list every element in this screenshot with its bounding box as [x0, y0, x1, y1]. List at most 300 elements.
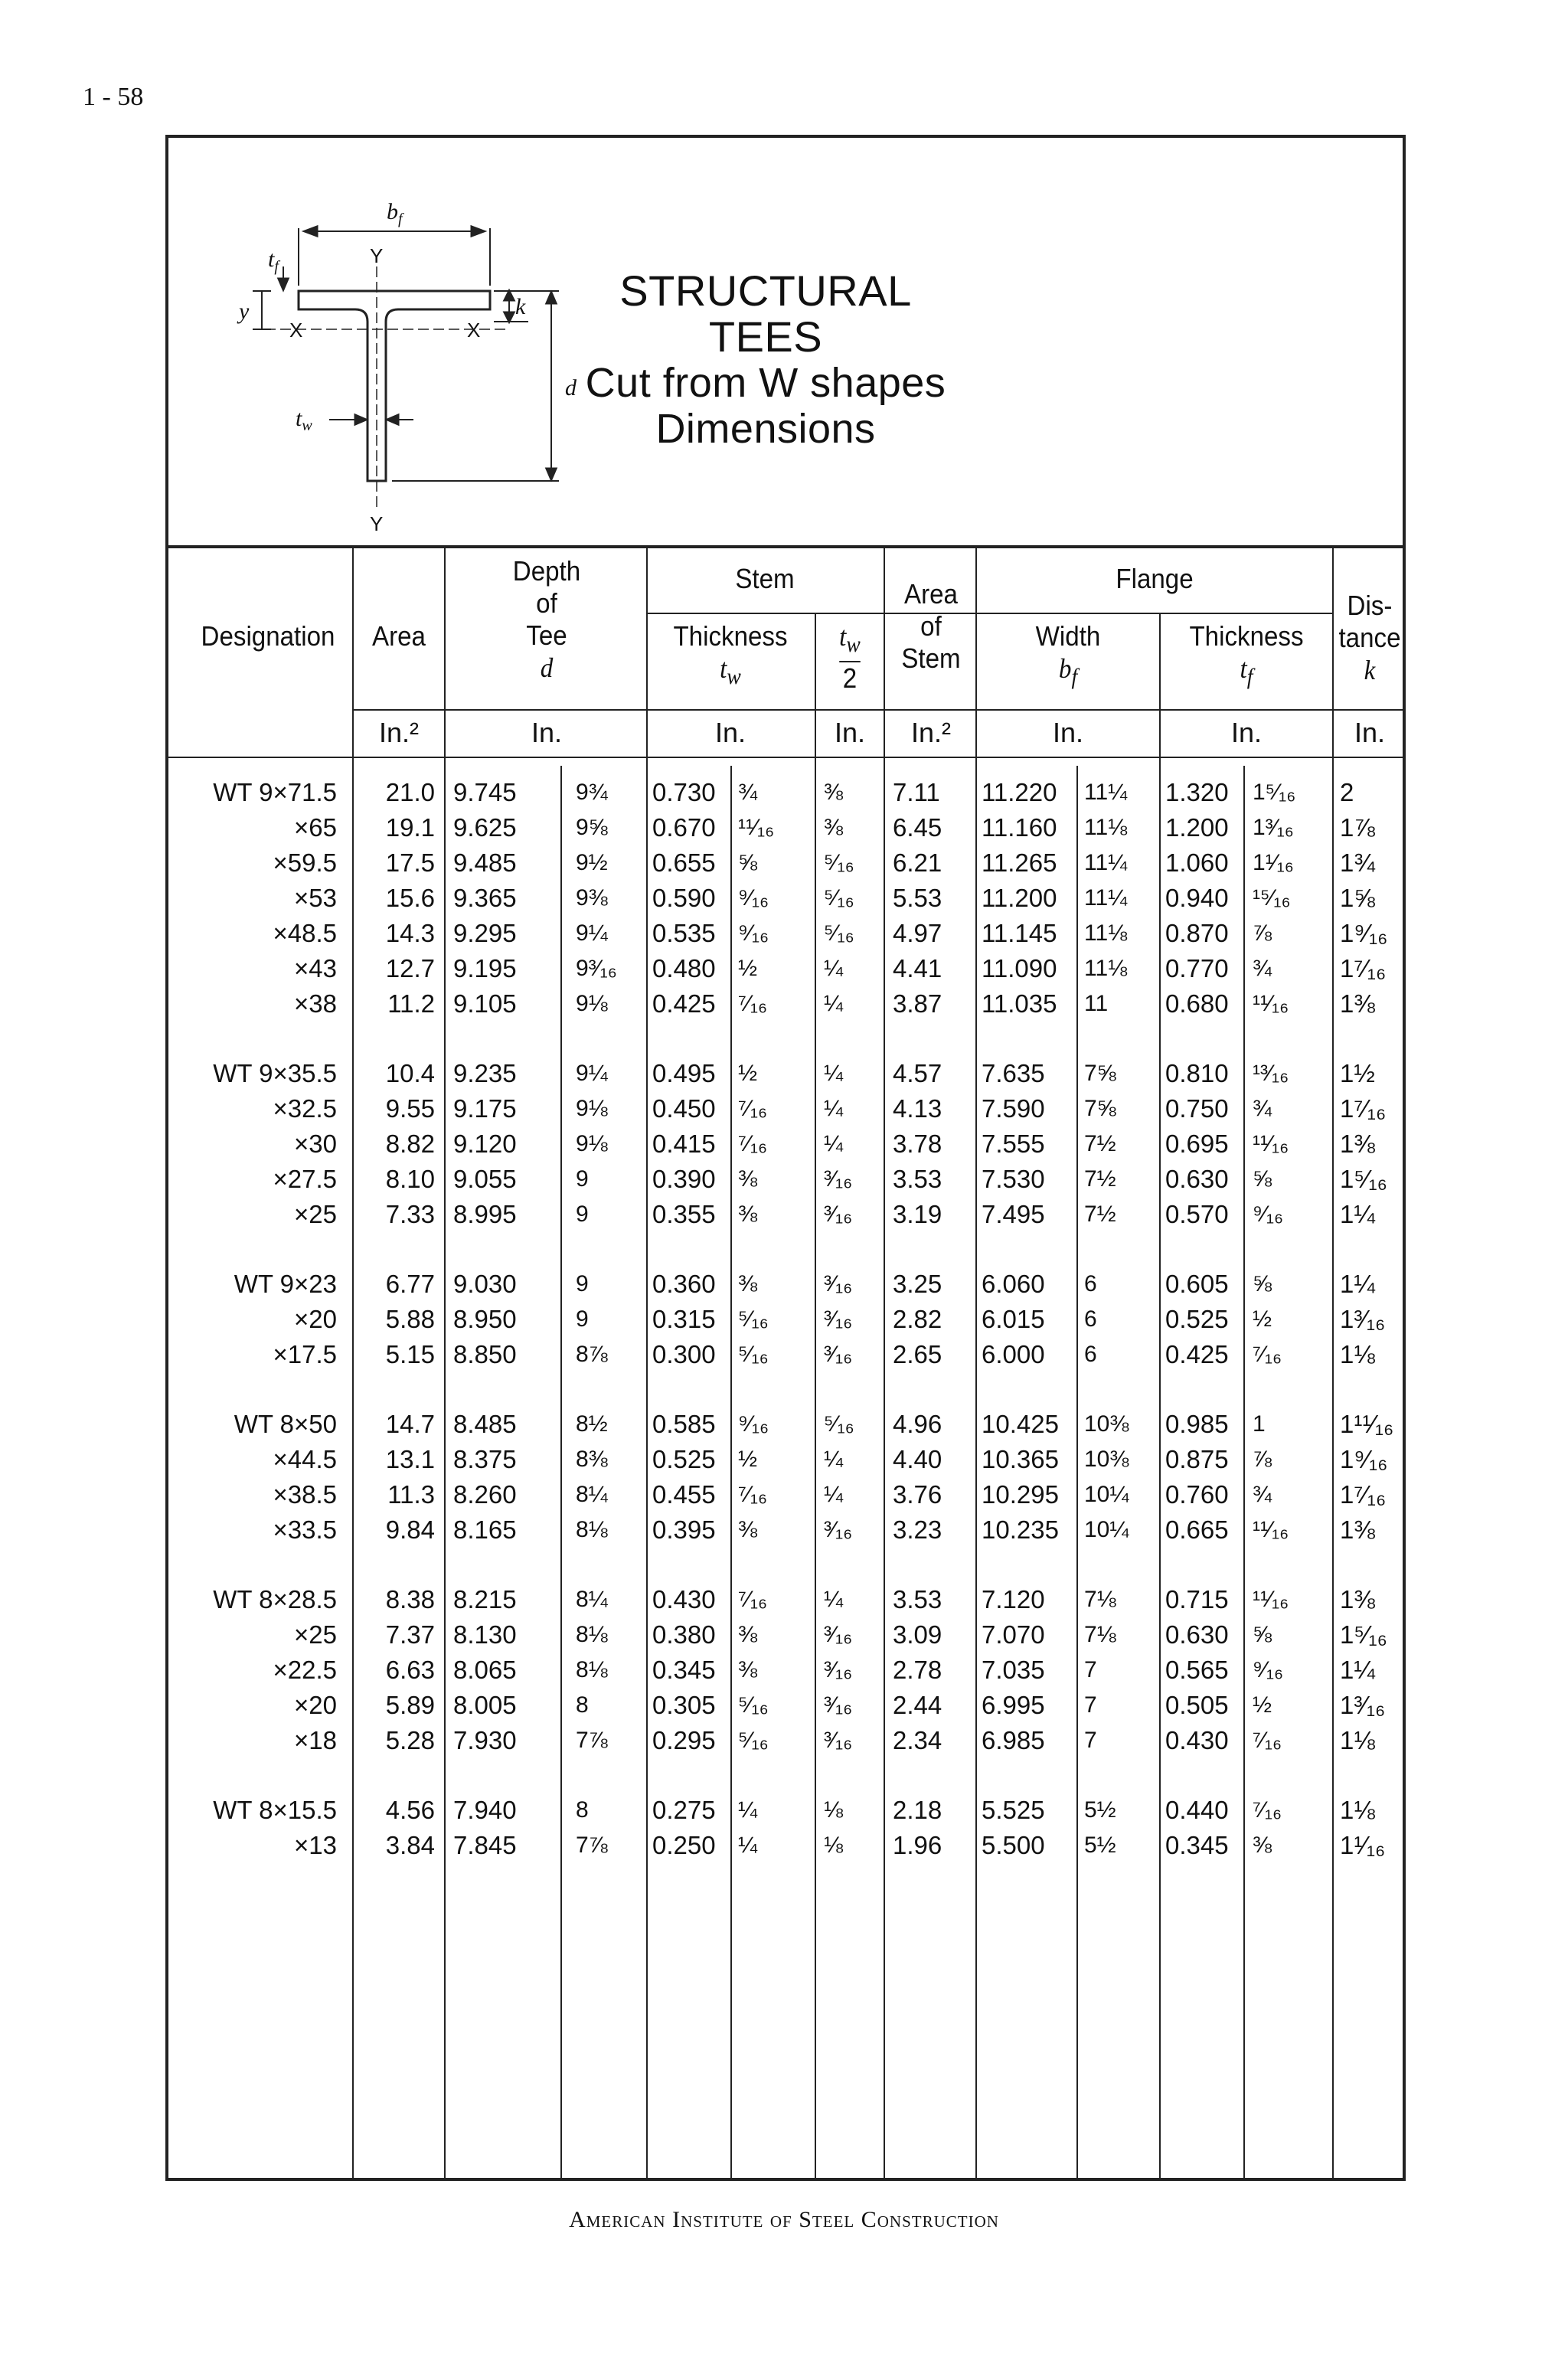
cell-designation: ×22.5: [273, 1656, 337, 1684]
cell-depth: 9.235: [453, 1059, 517, 1087]
cell-designation: ×38.5: [273, 1480, 337, 1509]
cell-area: 9.84: [385, 1515, 435, 1544]
row-divider: [168, 757, 1406, 758]
cell-k: 1⅜: [1340, 989, 1375, 1018]
cell-flange-thickness-fraction: ¹⁵⁄₁₆: [1253, 885, 1291, 911]
cell-stem-thickness: 0.455: [652, 1480, 716, 1509]
cell-k: 1⅛: [1340, 1726, 1375, 1754]
cell-k: 1⅜: [1340, 1585, 1375, 1613]
cell-depth-fraction: 9⅛: [576, 1096, 608, 1121]
cell-flange-width: 11.200: [982, 884, 1057, 912]
cell-flange-thickness: 0.570: [1165, 1200, 1229, 1228]
cell-depth: 8.130: [453, 1620, 517, 1649]
cell-flange-width-fraction: 6: [1084, 1342, 1097, 1367]
cell-flange-thickness-fraction: ¹¹⁄₁₆: [1253, 1587, 1289, 1612]
cell-flange-width-fraction: 11¼: [1084, 850, 1128, 875]
cell-flange-width: 6.995: [982, 1691, 1045, 1719]
cell-k: 1¾: [1340, 848, 1375, 877]
cell-k: 1¹¹⁄₁₆: [1340, 1410, 1394, 1438]
page-number: 1 - 58: [83, 83, 144, 111]
tw-label: $t_w$: [296, 406, 312, 434]
cell-area-stem: 2.82: [893, 1305, 942, 1333]
cell-designation: ×27.5: [273, 1165, 337, 1193]
cell-area-stem: 2.18: [893, 1796, 942, 1824]
cell-stem-thickness-fraction: ⅜: [738, 1166, 758, 1192]
unit-k: In.: [1354, 717, 1386, 748]
cell-k: 1⅜: [1340, 1130, 1375, 1158]
cell-depth-fraction: 8¼: [576, 1587, 608, 1612]
cell-area-stem: 3.87: [893, 989, 942, 1018]
cell-stem-thickness-fraction: ⁵⁄₁₆: [738, 1728, 769, 1753]
cell-flange-thickness: 0.695: [1165, 1130, 1229, 1158]
cell-flange-width: 11.160: [982, 813, 1057, 842]
cell-flange-thickness-fraction: ⅝: [1253, 1622, 1272, 1647]
cell-depth: 9.485: [453, 848, 517, 877]
cell-depth-fraction: 9⅛: [576, 991, 608, 1016]
header-area: Area: [372, 620, 426, 652]
cell-stem-thickness: 0.525: [652, 1445, 716, 1473]
cell-depth-fraction: 9½: [576, 850, 608, 875]
cell-designation: ×18: [294, 1726, 337, 1754]
cell-depth-fraction: 8⅛: [576, 1657, 608, 1682]
cell-flange-thickness: 0.440: [1165, 1796, 1229, 1824]
header-flange: Flange: [1116, 563, 1194, 594]
cell-stem-thickness-fraction: ⅜: [738, 1271, 758, 1296]
cell-depth: 8.005: [453, 1691, 517, 1719]
cell-area-stem: 2.44: [893, 1691, 942, 1719]
cell-depth: 9.365: [453, 884, 517, 912]
cell-designation: WT 8×15.5: [213, 1796, 337, 1824]
cell-area-stem: 4.41: [893, 954, 942, 982]
cell-area: 15.6: [385, 884, 435, 912]
cell-flange-width: 10.295: [982, 1480, 1059, 1509]
table-row: [168, 951, 1403, 986]
cell-tw-half: ³⁄₁₆: [824, 1728, 853, 1753]
cell-flange-width-fraction: 7½: [1084, 1166, 1116, 1192]
cell-area: 14.7: [385, 1410, 435, 1438]
cell-flange-width: 7.555: [982, 1130, 1045, 1158]
table-row: [168, 845, 1403, 881]
cell-stem-thickness: 0.480: [652, 954, 716, 982]
cell-flange-width-fraction: 5½: [1084, 1797, 1116, 1823]
cell-tw-half: ⁵⁄₁₆: [824, 850, 854, 875]
cell-stem-thickness-fraction: ⁹⁄₁₆: [738, 1411, 769, 1437]
cell-depth: 7.930: [453, 1726, 517, 1754]
cell-stem-thickness: 0.300: [652, 1340, 716, 1368]
cell-area: 4.56: [385, 1796, 435, 1824]
cell-area: 6.63: [385, 1656, 435, 1684]
cell-area: 7.37: [385, 1620, 435, 1649]
cell-depth-fraction: 9¼: [576, 1061, 608, 1086]
cell-tw-half: ³⁄₁₆: [824, 1622, 853, 1647]
cell-depth-fraction: 9: [576, 1271, 589, 1296]
cell-flange-width-fraction: 7½: [1084, 1131, 1116, 1156]
cell-flange-width-fraction: 11⅛: [1084, 920, 1128, 946]
cell-flange-width-fraction: 10⅜: [1084, 1411, 1129, 1437]
x-axis-left-label: X: [289, 319, 303, 342]
cell-area-stem: 4.13: [893, 1094, 942, 1123]
cell-area: 14.3: [385, 919, 435, 947]
cell-flange-thickness-fraction: ¹¹⁄₁₆: [1253, 1131, 1289, 1156]
table-row: [168, 1442, 1403, 1477]
cell-depth-fraction: 7⅞: [576, 1728, 608, 1753]
cell-depth: 9.295: [453, 919, 517, 947]
cell-k: 2: [1340, 778, 1354, 806]
cell-flange-width: 5.500: [982, 1831, 1045, 1859]
cell-flange-width-fraction: 7⅝: [1084, 1096, 1116, 1121]
cell-flange-thickness: 0.940: [1165, 884, 1229, 912]
cell-flange-width: 11.090: [982, 954, 1057, 982]
cell-area: 21.0: [385, 778, 435, 806]
cell-k: 1⁹⁄₁₆: [1340, 919, 1388, 947]
cell-flange-width: 7.035: [982, 1656, 1045, 1684]
cell-area-stem: 5.53: [893, 884, 942, 912]
cell-area-stem: 4.97: [893, 919, 942, 947]
cell-area: 9.55: [385, 1094, 435, 1123]
cell-area-stem: 3.09: [893, 1620, 942, 1649]
unit-area: In.²: [378, 717, 419, 748]
cell-stem-thickness: 0.275: [652, 1796, 716, 1824]
cell-stem-thickness-fraction: ⁹⁄₁₆: [738, 920, 769, 946]
cell-flange-width-fraction: 7: [1084, 1728, 1097, 1753]
header-stem-thickness: Thickness $t_w$: [673, 620, 788, 690]
cell-k: 1⅞: [1340, 813, 1375, 842]
cell-stem-thickness-fraction: ⅜: [738, 1657, 758, 1682]
cell-flange-width: 11.145: [982, 919, 1057, 947]
cell-designation: ×13: [294, 1831, 337, 1859]
cell-stem-thickness-fraction: ⁷⁄₁₆: [738, 1482, 768, 1507]
cell-stem-thickness: 0.315: [652, 1305, 716, 1333]
cell-tw-half: ⅜: [824, 815, 844, 840]
cell-stem-thickness: 0.450: [652, 1094, 716, 1123]
cell-area: 17.5: [385, 848, 435, 877]
cell-flange-width: 11.035: [982, 989, 1057, 1018]
y-axis-top-label: Y: [370, 244, 384, 267]
cell-k: 1⅝: [1340, 884, 1375, 912]
cell-designation: ×33.5: [273, 1515, 337, 1544]
cell-tw-half: ³⁄₁₆: [824, 1692, 853, 1718]
cell-flange-width-fraction: 11¼: [1084, 885, 1128, 911]
cell-area-stem: 2.34: [893, 1726, 942, 1754]
cell-flange-thickness-fraction: ½: [1253, 1692, 1272, 1718]
table-row: [168, 1793, 1403, 1828]
cell-designation: WT 9×71.5: [213, 778, 337, 806]
cell-k: 1³⁄₁₆: [1340, 1691, 1386, 1719]
cell-designation: ×48.5: [273, 919, 337, 947]
cell-flange-thickness-fraction: ¾: [1253, 956, 1272, 981]
header-flange-width: Width $b_f$: [1035, 620, 1101, 690]
table-row: [168, 916, 1403, 951]
cell-area-stem: 2.78: [893, 1656, 942, 1684]
header-depth: Depth of Tee d: [512, 555, 581, 683]
cell-area: 11.3: [387, 1480, 435, 1509]
cell-stem-thickness-fraction: ⁹⁄₁₆: [738, 885, 769, 911]
cell-flange-width: 11.265: [982, 848, 1057, 877]
cell-tw-half: ⅛: [824, 1797, 844, 1823]
cell-tw-half: ³⁄₁₆: [824, 1517, 853, 1542]
cell-k: 1⁷⁄₁₆: [1340, 1480, 1387, 1509]
cell-depth: 9.120: [453, 1130, 517, 1158]
table-row: [168, 1302, 1403, 1337]
cell-stem-thickness: 0.535: [652, 919, 716, 947]
table-row: [168, 1582, 1403, 1617]
cell-flange-width-fraction: 7: [1084, 1692, 1097, 1718]
cell-area-stem: 4.40: [893, 1445, 942, 1473]
cell-flange-thickness-fraction: 1: [1253, 1411, 1266, 1437]
row-divider: [352, 709, 1406, 711]
cell-flange-thickness-fraction: 1¹⁄₁₆: [1253, 850, 1294, 875]
title-text: [567, 268, 965, 452]
cell-flange-thickness: 0.760: [1165, 1480, 1229, 1509]
header-stem: Stem: [735, 563, 795, 594]
cell-stem-thickness: 0.585: [652, 1410, 716, 1438]
cell-flange-thickness: 0.875: [1165, 1445, 1229, 1473]
cell-flange-width: 6.985: [982, 1726, 1045, 1754]
cell-stem-thickness-fraction: ¼: [738, 1797, 758, 1823]
cell-depth-fraction: 8⅛: [576, 1517, 608, 1542]
cell-flange-width-fraction: 7⅛: [1084, 1587, 1116, 1612]
cell-k: 1⅛: [1340, 1340, 1375, 1368]
header-flange-thickness: Thickness $t_f$: [1189, 620, 1304, 690]
cell-depth: 7.940: [453, 1796, 517, 1824]
cell-flange-thickness-fraction: ½: [1253, 1306, 1272, 1332]
cell-flange-width: 7.120: [982, 1585, 1045, 1613]
cell-k: 1³⁄₁₆: [1340, 1305, 1386, 1333]
cell-depth: 8.950: [453, 1305, 517, 1333]
cell-stem-thickness-fraction: ⁵⁄₁₆: [738, 1342, 769, 1367]
cell-flange-width: 10.365: [982, 1445, 1059, 1473]
cell-area-stem: 7.11: [893, 778, 940, 806]
cell-flange-thickness: 0.810: [1165, 1059, 1229, 1087]
tee-section-diagram: [191, 152, 590, 535]
cell-area: 5.88: [385, 1305, 435, 1333]
unit-width: In.: [1052, 717, 1084, 748]
cell-depth: 9.195: [453, 954, 517, 982]
cell-stem-thickness: 0.655: [652, 848, 716, 877]
cell-flange-width-fraction: 7⅛: [1084, 1622, 1116, 1647]
cell-stem-thickness-fraction: ⅝: [738, 850, 758, 875]
cell-area-stem: 3.53: [893, 1585, 942, 1613]
cell-stem-thickness: 0.395: [652, 1515, 716, 1544]
cell-depth: 8.375: [453, 1445, 517, 1473]
cell-stem-thickness: 0.305: [652, 1691, 716, 1719]
cell-area-stem: 3.76: [893, 1480, 942, 1509]
cell-designation: ×25: [294, 1200, 337, 1228]
table-row: [168, 1617, 1403, 1653]
cell-flange-thickness: 1.060: [1165, 848, 1229, 877]
cell-flange-width-fraction: 11: [1084, 991, 1109, 1016]
cell-area: 5.28: [385, 1726, 435, 1754]
unit-flange-thickness: In.: [1230, 717, 1263, 748]
cell-k: 1⁵⁄₁₆: [1340, 1620, 1387, 1649]
cell-designation: WT 8×50: [234, 1410, 337, 1438]
table-row: [168, 1197, 1403, 1232]
cell-depth-fraction: 8½: [576, 1411, 608, 1437]
header-area-of-stem: Area of Stem: [901, 578, 961, 674]
cell-area-stem: 3.78: [893, 1130, 942, 1158]
cell-designation: ×25: [294, 1620, 337, 1649]
cell-area: 10.4: [385, 1059, 435, 1087]
cell-depth-fraction: 9: [576, 1202, 589, 1227]
cell-depth-fraction: 9¼: [576, 920, 608, 946]
cell-tw-half: ¼: [824, 1482, 844, 1507]
cell-tw-half: ³⁄₁₆: [824, 1306, 853, 1332]
cell-flange-thickness-fraction: ⅞: [1253, 1447, 1272, 1472]
cell-depth: 9.055: [453, 1165, 517, 1193]
cell-stem-thickness: 0.345: [652, 1656, 716, 1684]
cell-flange-thickness: 0.870: [1165, 919, 1229, 947]
cell-stem-thickness: 0.495: [652, 1059, 716, 1087]
cell-stem-thickness-fraction: ⁷⁄₁₆: [738, 991, 768, 1016]
cell-stem-thickness-fraction: ½: [738, 1061, 758, 1086]
cell-stem-thickness: 0.430: [652, 1585, 716, 1613]
header-tw-half: $t_w$ 2: [839, 621, 861, 695]
cell-flange-thickness-fraction: ¹¹⁄₁₆: [1253, 1517, 1289, 1542]
cell-flange-thickness: 0.770: [1165, 954, 1229, 982]
cell-depth: 8.260: [453, 1480, 517, 1509]
cell-area: 8.82: [385, 1130, 435, 1158]
page-subtitle-2: Dimensions: [655, 406, 876, 452]
cell-area: 3.84: [385, 1831, 435, 1859]
row-divider: [975, 613, 1332, 614]
table-row: [168, 1056, 1403, 1091]
bf-label: $b_f$: [387, 199, 403, 227]
cell-flange-width: 7.530: [982, 1165, 1045, 1193]
cell-k: 1⁹⁄₁₆: [1340, 1445, 1388, 1473]
cell-k: 1⁷⁄₁₆: [1340, 1094, 1387, 1123]
cell-designation: WT 9×35.5: [213, 1059, 337, 1087]
cell-depth: 9.105: [453, 989, 517, 1018]
cell-tw-half: ¼: [824, 956, 844, 981]
table-row: [168, 1126, 1403, 1162]
d-label: d: [565, 375, 577, 401]
y-label: y: [239, 299, 250, 324]
cell-flange-thickness-fraction: ⁹⁄₁₆: [1253, 1657, 1284, 1682]
title-block: [168, 138, 1403, 548]
cell-k: 1⁷⁄₁₆: [1340, 954, 1387, 982]
cell-flange-thickness-fraction: ⁷⁄₁₆: [1253, 1797, 1282, 1823]
cell-stem-thickness-fraction: ⅜: [738, 1202, 758, 1227]
cell-flange-width: 10.235: [982, 1515, 1059, 1544]
cell-k: 1⅛: [1340, 1796, 1375, 1824]
table-row: [168, 810, 1403, 845]
cell-stem-thickness-fraction: ¼: [738, 1833, 758, 1858]
cell-flange-thickness: 0.565: [1165, 1656, 1229, 1684]
table-row: [168, 1653, 1403, 1688]
cell-depth-fraction: 9⅛: [576, 1131, 608, 1156]
table-row: [168, 1407, 1403, 1442]
cell-stem-thickness: 0.415: [652, 1130, 716, 1158]
cell-flange-thickness-fraction: ⅜: [1253, 1833, 1272, 1858]
cell-flange-thickness-fraction: ⅝: [1253, 1271, 1272, 1296]
cell-flange-thickness: 0.425: [1165, 1340, 1229, 1368]
cell-area: 11.2: [387, 989, 435, 1018]
cell-flange-width-fraction: 6: [1084, 1306, 1097, 1332]
cell-stem-thickness: 0.295: [652, 1726, 716, 1754]
cell-flange-width-fraction: 11⅛: [1084, 815, 1128, 840]
cell-tw-half: ⁵⁄₁₆: [824, 920, 854, 946]
cell-flange-width-fraction: 7⅝: [1084, 1061, 1116, 1086]
cell-area-stem: 3.19: [893, 1200, 942, 1228]
cell-flange-thickness-fraction: ⁹⁄₁₆: [1253, 1202, 1284, 1227]
cell-tw-half: ¼: [824, 1447, 844, 1472]
cell-designation: ×32.5: [273, 1094, 337, 1123]
cell-tw-half: ⁵⁄₁₆: [824, 1411, 854, 1437]
cell-flange-thickness-fraction: ⅝: [1253, 1166, 1272, 1192]
cell-k: 1½: [1340, 1059, 1375, 1087]
cell-area: 7.33: [385, 1200, 435, 1228]
cell-flange-thickness-fraction: 1⁵⁄₁₆: [1253, 780, 1296, 805]
cell-flange-width: 7.070: [982, 1620, 1045, 1649]
cell-tw-half: ⅛: [824, 1833, 844, 1858]
cell-k: 1¹⁄₁₆: [1340, 1831, 1386, 1859]
page-footer: American Institute of Steel Construction: [569, 2207, 999, 2232]
cell-depth-fraction: 8: [576, 1692, 589, 1718]
cell-stem-thickness-fraction: ¹¹⁄₁₆: [738, 815, 775, 840]
cell-area: 6.77: [385, 1270, 435, 1298]
cell-area: 13.1: [385, 1445, 435, 1473]
cell-flange-thickness: 1.200: [1165, 813, 1229, 842]
header-designation: Designation: [201, 620, 335, 652]
table-row: [168, 986, 1403, 1022]
cell-k: 1¼: [1340, 1270, 1375, 1298]
cell-flange-thickness: 0.680: [1165, 989, 1229, 1018]
cell-area-stem: 3.25: [893, 1270, 942, 1298]
cell-depth: 9.175: [453, 1094, 517, 1123]
cell-area: 8.38: [385, 1585, 435, 1613]
x-axis-right-label: X: [467, 319, 481, 342]
table-row: [168, 881, 1403, 916]
cell-stem-thickness-fraction: ½: [738, 1447, 758, 1472]
cell-stem-thickness: 0.360: [652, 1270, 716, 1298]
cell-depth: 9.625: [453, 813, 517, 842]
cell-designation: ×43: [294, 954, 337, 982]
cell-flange-width-fraction: 7: [1084, 1657, 1097, 1682]
cell-depth-fraction: 9³⁄₁₆: [576, 956, 617, 981]
cell-flange-thickness: 0.715: [1165, 1585, 1229, 1613]
y-axis-bottom-label: Y: [370, 512, 384, 535]
cell-flange-width: 11.220: [982, 778, 1057, 806]
cell-depth-fraction: 8⅜: [576, 1447, 608, 1472]
cell-tw-half: ³⁄₁₆: [824, 1657, 853, 1682]
cell-k: 1¼: [1340, 1200, 1375, 1228]
cell-flange-thickness: 0.430: [1165, 1726, 1229, 1754]
cell-stem-thickness: 0.730: [652, 778, 716, 806]
cell-designation: ×20: [294, 1691, 337, 1719]
table-frame: [165, 135, 1406, 2181]
cell-depth-fraction: 9: [576, 1306, 589, 1332]
cell-stem-thickness-fraction: ⅜: [738, 1622, 758, 1647]
cell-depth: 8.165: [453, 1515, 517, 1544]
cell-flange-thickness: 1.320: [1165, 778, 1229, 806]
page-title: STRUCTURAL TEES: [619, 266, 912, 361]
table-row: [168, 1512, 1403, 1548]
cell-area: 5.89: [385, 1691, 435, 1719]
cell-flange-thickness-fraction: ⁷⁄₁₆: [1253, 1342, 1282, 1367]
cell-flange-width-fraction: 10⅜: [1084, 1447, 1129, 1472]
cell-area: 5.15: [385, 1340, 435, 1368]
cell-stem-thickness: 0.425: [652, 989, 716, 1018]
cell-tw-half: ¼: [824, 1061, 844, 1086]
cell-stem-thickness-fraction: ⅜: [738, 1517, 758, 1542]
cell-depth-fraction: 9¾: [576, 780, 608, 805]
cell-designation: WT 9×23: [234, 1270, 337, 1298]
cell-tw-half: ⅜: [824, 780, 844, 805]
cell-flange-thickness-fraction: 1³⁄₁₆: [1253, 815, 1294, 840]
cell-tw-half: ³⁄₁₆: [824, 1342, 853, 1367]
cell-flange-thickness-fraction: ¾: [1253, 1096, 1272, 1121]
cell-depth: 8.995: [453, 1200, 517, 1228]
